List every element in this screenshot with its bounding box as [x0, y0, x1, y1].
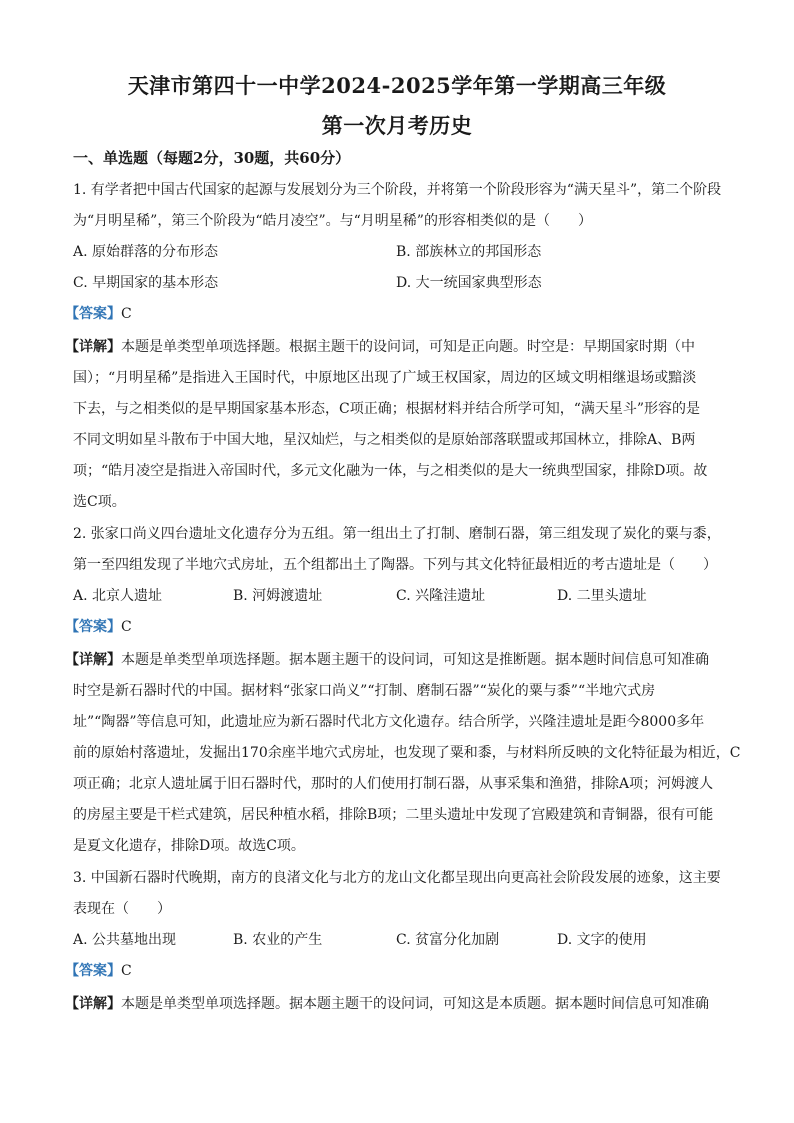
- q3-answer: [65, 961, 132, 981]
- q1-stem-line-2: 为“月明星稀”，第三个阶段为“皓月凌空”。与“月明星稀”的形容相类似的是（ ）: [73, 213, 592, 229]
- q2-option-b: B. 河姆渡遗址: [233, 588, 323, 604]
- q2-option-c: C. 兴隆洼遗址: [396, 588, 486, 604]
- q3-answer-value: C: [121, 963, 132, 979]
- q1-detail-line-1: [65, 337, 695, 357]
- q1-detail-line-6: 选C项。: [73, 494, 126, 510]
- q2-stem-line-2: 第一至四组发现了半地穴式房址，五个组都出土了陶器。下列与其文化特征最相近的考古遗址是（ ）: [73, 557, 717, 573]
- q1-option-c: C. 早期国家的基本形态: [73, 275, 219, 291]
- q3-stem-line-1: 3. 中国新石器时代晚期，南方的良渚文化与北方的龙山文化都呈现出向更高社会阶段发展的迹象，这主要: [73, 870, 721, 886]
- q2-option-d: D. 二里头遗址: [557, 588, 647, 604]
- detail-label: 【详解】: [65, 339, 121, 355]
- q2-stem-line-1: 2. 张家口尚义四台遗址文化遗存分为五组。第一组出土了打制、磨制石器，第三组发现了炭化的粟与黍，: [73, 526, 721, 542]
- detail-label: 【详解】: [65, 652, 121, 668]
- document-title: 天津市第四十一中学2024-2025学年第一学期高三年级: [127, 73, 667, 98]
- q1-option-d: D. 大一统国家典型形态: [396, 275, 542, 291]
- q1-option-b: B. 部族林立的邦国形态: [396, 244, 542, 260]
- document-subtitle: 第一次月考历史: [321, 113, 473, 138]
- q2-detail-line-1: [65, 650, 709, 670]
- q2-answer: [65, 617, 132, 637]
- q2-option-a: A. 北京人遗址: [73, 588, 163, 604]
- q2-detail-line-6: 的房屋主要是干栏式建筑，居民种植水稻，排除B项；二里头遗址中发现了宫殿建筑和青铜器，很有可能: [73, 807, 714, 823]
- q1-option-a: A. 原始群落的分布形态: [73, 244, 219, 260]
- detail-label: 【详解】: [65, 996, 121, 1012]
- q2-detail-line-3: 址”“陶器”等信息可知，此遗址应为新石器时代北方文化遗存。结合所学，兴隆洼遗址是距今8000多年: [73, 714, 705, 730]
- q1-answer: [65, 304, 132, 324]
- q3-option-c: C. 贫富分化加剧: [396, 932, 500, 948]
- q1-detail-line-5: 项；“皓月凌空是指进入帝国时代，多元文化融为一体，与之相类似的是大一统典型国家，排除D项。故: [73, 463, 708, 479]
- q1-stem-line-1: 1. 有学者把中国古代国家的起源与发展划分为三个阶段，并将第一个阶段形容为“满天星斗”，第二个阶段: [73, 182, 722, 198]
- answer-label: 【答案】: [65, 619, 121, 635]
- q2-detail-line-4: 前的原始村落遗址，发掘出170余座半地穴式房址，也发现了粟和黍，与材料所反映的文化特征最为相近，C: [73, 745, 741, 761]
- section-heading: 一、单选题（每题2分，30题，共60分）: [73, 149, 351, 167]
- q1-detail-line-4: 不同文明如星斗散布于中国大地，星汉灿烂，与之相类似的是原始部落联盟或邦国林立，排除A、B两: [73, 432, 696, 448]
- q3-detail-line-1: [65, 994, 709, 1014]
- q3-option-a: A. 公共墓地出现: [73, 932, 177, 948]
- answer-label: 【答案】: [65, 306, 121, 322]
- q1-detail-text-1: 本题是单类型单项选择题。根据主题干的设问词，可知是正向题。时空是：早期国家时期（中: [121, 339, 695, 355]
- q3-option-b: B. 农业的产生: [233, 932, 323, 948]
- q2-detail-text-1: 本题是单类型单项选择题。据本题主题干的设问词，可知这是推断题。据本题时间信息可知准确: [121, 652, 709, 668]
- q1-detail-line-2: 国）；“月明星稀”是指进入王国时代，中原地区出现了广域王权国家，周边的区域文明相继退场或黯淡: [73, 370, 697, 386]
- q3-detail-text-1: 本题是单类型单项选择题。据本题主题干的设问词，可知这是本质题。据本题时间信息可知准确: [121, 996, 709, 1012]
- q1-answer-value: C: [121, 306, 132, 322]
- q2-answer-value: C: [121, 619, 132, 635]
- q1-detail-line-3: 下去，与之相类似的是早期国家基本形态，C项正确；根据材料并结合所学可知，“满天星斗”形容的是: [73, 401, 701, 417]
- q2-detail-line-5: 项正确；北京人遗址属于旧石器时代，那时的人们使用打制石器，从事采集和渔猎，排除A项；河姆渡人: [73, 776, 714, 792]
- answer-label: 【答案】: [65, 963, 121, 979]
- q2-detail-line-2: 时空是新石器时代的中国。据材料“张家口尚义”“打制、磨制石器”“炭化的粟与黍”“半地穴式房: [73, 683, 656, 699]
- q3-stem-line-2: 表现在（ ）: [73, 901, 171, 917]
- q2-detail-line-7: 是夏文化遗存，排除D项。故选C项。: [73, 838, 305, 854]
- q3-option-d: D. 文字的使用: [557, 932, 647, 948]
